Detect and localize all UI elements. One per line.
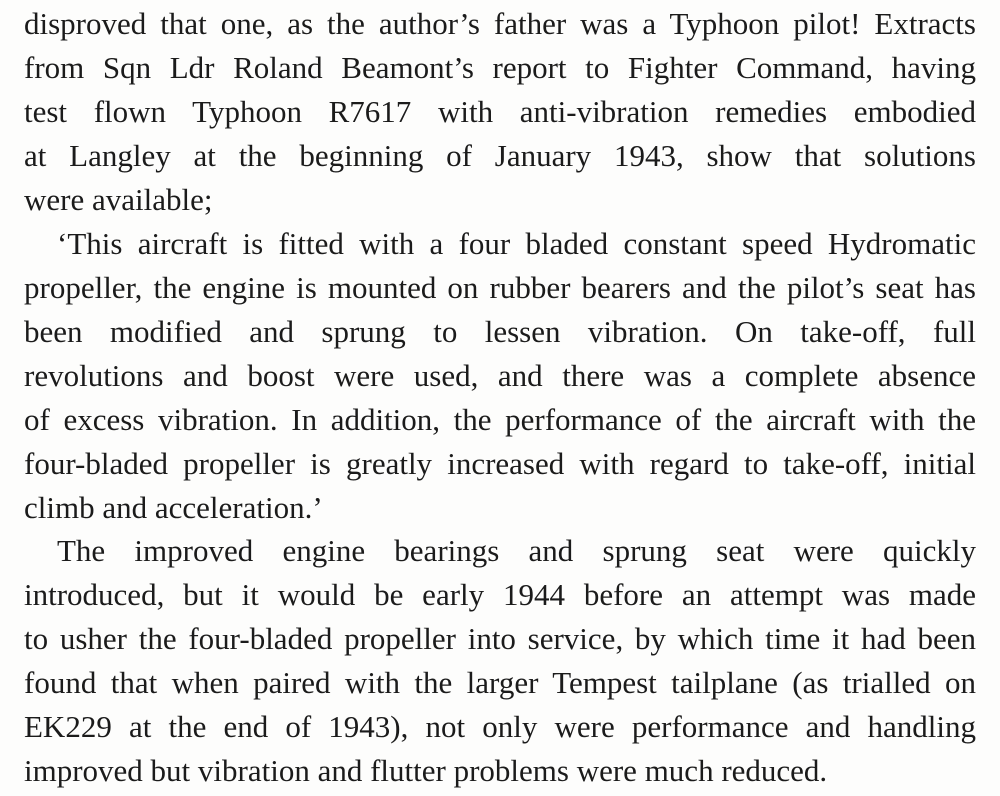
text-line: climb and acceleration.’ — [24, 490, 323, 525]
text-line: to usher the four-bladed propeller into service, by which time it had been — [24, 621, 976, 656]
text-line: EK229 at the end of 1943), not only were performance and handling — [24, 709, 976, 744]
text-line: The improved engine bearings and sprung seat were quickly — [57, 533, 976, 568]
text-line: of excess vibration. In addition, the performance of the aircraft with the — [24, 402, 976, 437]
text-line: been modified and sprung to lessen vibration. On take-off, full — [24, 314, 976, 349]
text-line: four-bladed propeller is greatly increased with regard to take-off, initial — [24, 446, 976, 481]
text-line: were available; — [24, 182, 213, 217]
text-line: propeller, the engine is mounted on rubber bearers and the pilot’s seat has — [24, 270, 976, 305]
text-line: disproved that one, as the author’s father was a Typhoon pilot! Extracts — [24, 6, 976, 41]
text-line: test flown Typhoon R7617 with anti-vibration remedies embodied — [24, 94, 976, 129]
text-line: ‘This aircraft is fitted with a four bladed constant speed Hydromatic — [57, 226, 976, 261]
text-line: from Sqn Ldr Roland Beamont’s report to Fighter Command, having — [24, 50, 976, 85]
text-line: improved but vibration and flutter problems were much reduced. — [24, 753, 828, 788]
text-line: introduced, but it would be early 1944 before an attempt was made — [24, 577, 976, 612]
text-line: found that when paired with the larger Tempest tailplane (as trialled on — [24, 665, 976, 700]
text-line: revolutions and boost were used, and there was a complete absence — [24, 358, 976, 393]
text-line: at Langley at the beginning of January 1943, show that solutions — [24, 138, 976, 173]
